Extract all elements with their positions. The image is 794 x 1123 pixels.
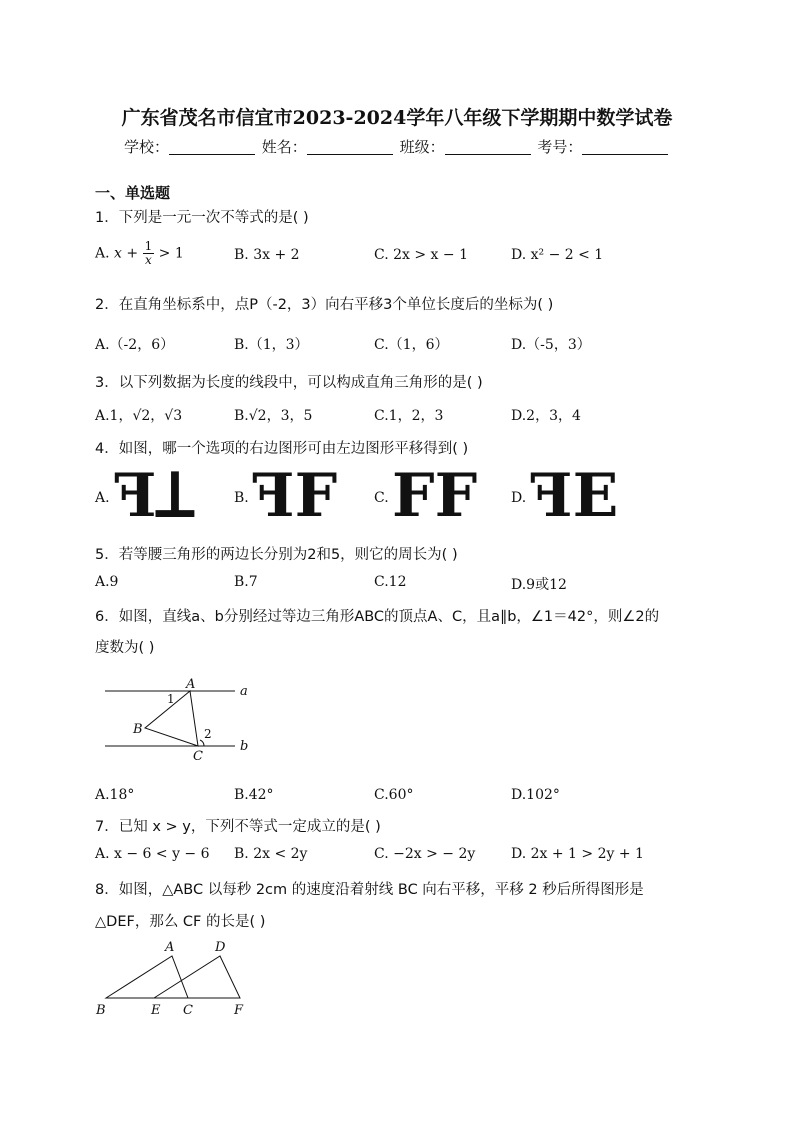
q1-stem: 1．下列是一元一次不等式的是( ) bbox=[95, 210, 309, 226]
q5-option-b: B.7 bbox=[234, 574, 258, 590]
label-C: C bbox=[183, 1003, 193, 1018]
q8-figure bbox=[92, 936, 262, 1020]
triangle-def bbox=[154, 956, 240, 998]
label-angle-2: 2 bbox=[204, 727, 212, 741]
q3-option-b: B.√2，3，5 bbox=[234, 408, 313, 424]
q1-option-d: D. x² − 2 < 1 bbox=[511, 247, 604, 263]
q6-option-a: A.18° bbox=[95, 787, 135, 803]
q3-option-a: A.1，√2，√3 bbox=[95, 408, 183, 424]
q6-stem-line2: 度数为( ) bbox=[95, 640, 155, 656]
q6-option-c: C.60° bbox=[374, 787, 414, 803]
number-label: 考号： bbox=[537, 138, 583, 156]
q5-option-a: A.9 bbox=[95, 574, 119, 590]
q4-option-d-figure: ꟻE bbox=[530, 461, 619, 531]
label-F: F bbox=[234, 1003, 244, 1018]
q4-option-b-figure: ꟻF bbox=[252, 461, 338, 531]
q3-stem: 3．以下列数据为长度的线段中，可以构成直角三角形的是( ) bbox=[95, 375, 483, 391]
q4-option-b-label: B. bbox=[234, 490, 249, 506]
q4-option-d-label: D. bbox=[511, 490, 527, 506]
q1-fraction: $\frac{1}{x}$ bbox=[144, 239, 153, 267]
name-label: 姓名： bbox=[261, 138, 307, 156]
label-line-a: a bbox=[240, 684, 248, 699]
q3-option-c: C.1，2，3 bbox=[374, 408, 444, 424]
label-E: E bbox=[151, 1003, 161, 1018]
q2-option-d: D.（-5，3） bbox=[511, 337, 591, 353]
q2-option-b: B.（1，3） bbox=[234, 337, 309, 353]
label-B: B bbox=[96, 1003, 106, 1018]
q1-option-b: B. 3x + 2 bbox=[234, 247, 300, 263]
q2-option-c: C.（1，6） bbox=[374, 337, 449, 353]
q3-option-d: D.2，3，4 bbox=[511, 408, 581, 424]
label-A: A bbox=[186, 677, 196, 692]
label-B: B bbox=[133, 722, 143, 737]
q4-option-a-label: A. bbox=[95, 490, 110, 506]
q7-stem: 7．已知 x > y，下列不等式一定成立的是( ) bbox=[95, 819, 381, 835]
q6-stem-line1: 6．如图，直线a、b分别经过等边三角形ABC的顶点A、C，且a∥b，∠1＝42°，则∠2的 bbox=[95, 609, 660, 625]
school-label: 学校： bbox=[124, 138, 170, 156]
label-C: C bbox=[193, 749, 203, 764]
label-line-b: b bbox=[240, 739, 249, 754]
name-blank[interactable] bbox=[307, 140, 393, 155]
q2-option-a: A.（-2，6） bbox=[95, 337, 175, 353]
school-blank[interactable] bbox=[169, 140, 255, 155]
q7-option-c: C. −2x > − 2y bbox=[374, 846, 476, 862]
label-angle-1: 1 bbox=[167, 692, 175, 706]
q4-stem: 4．如图，哪一个选项的右边图形可由左边图形平移得到( ) bbox=[95, 441, 469, 457]
q8-stem-line1: 8．如图，△ABC 以每秒 2cm 的速度沿着射线 BC 向右平移，平移 2 秒后所得图形是 bbox=[95, 882, 644, 898]
label-D: D bbox=[215, 940, 226, 955]
class-blank[interactable] bbox=[445, 140, 531, 155]
q7-option-d: D. 2x + 1 > 2y + 1 bbox=[511, 846, 644, 862]
q7-option-b: B. 2x < 2y bbox=[234, 846, 308, 862]
q6-figure bbox=[100, 676, 260, 766]
q1-option-c: C. 2x > x − 1 bbox=[374, 247, 468, 263]
triangle-abc bbox=[106, 956, 188, 998]
class-label: 班级： bbox=[399, 138, 445, 156]
label-A: A bbox=[165, 940, 175, 955]
number-blank[interactable] bbox=[582, 140, 668, 155]
q5-option-d: D.9或12 bbox=[511, 577, 567, 593]
exam-title: 广东省茂名市信宜市2023-2024学年八年级下学期期中数学试卷 bbox=[121, 107, 673, 129]
student-info-row bbox=[124, 136, 670, 157]
q6-option-d: D.102° bbox=[511, 787, 560, 803]
q4-option-a-figure: ꟻꓕ bbox=[114, 461, 194, 531]
q5-option-c: C.12 bbox=[374, 574, 407, 590]
section-title: 一、单选题 bbox=[95, 184, 171, 202]
q4-option-c-figure: FF bbox=[392, 461, 478, 531]
q4-option-c-label: C. bbox=[374, 490, 389, 506]
q2-stem: 2．在直角坐标系中，点P（-2，3）向右平移3个单位长度后的坐标为( ) bbox=[95, 297, 554, 313]
q1-option-a: A. x + $\frac{1}{x}$ > 1 bbox=[95, 239, 184, 267]
q7-option-a: A. x − 6 < y − 6 bbox=[95, 846, 210, 862]
q5-stem: 5．若等腰三角形的两边长分别为2和5，则它的周长为( ) bbox=[95, 547, 458, 563]
q6-option-b: B.42° bbox=[234, 787, 274, 803]
q8-stem-line2: △DEF，那么 CF 的长是( ) bbox=[95, 914, 266, 930]
